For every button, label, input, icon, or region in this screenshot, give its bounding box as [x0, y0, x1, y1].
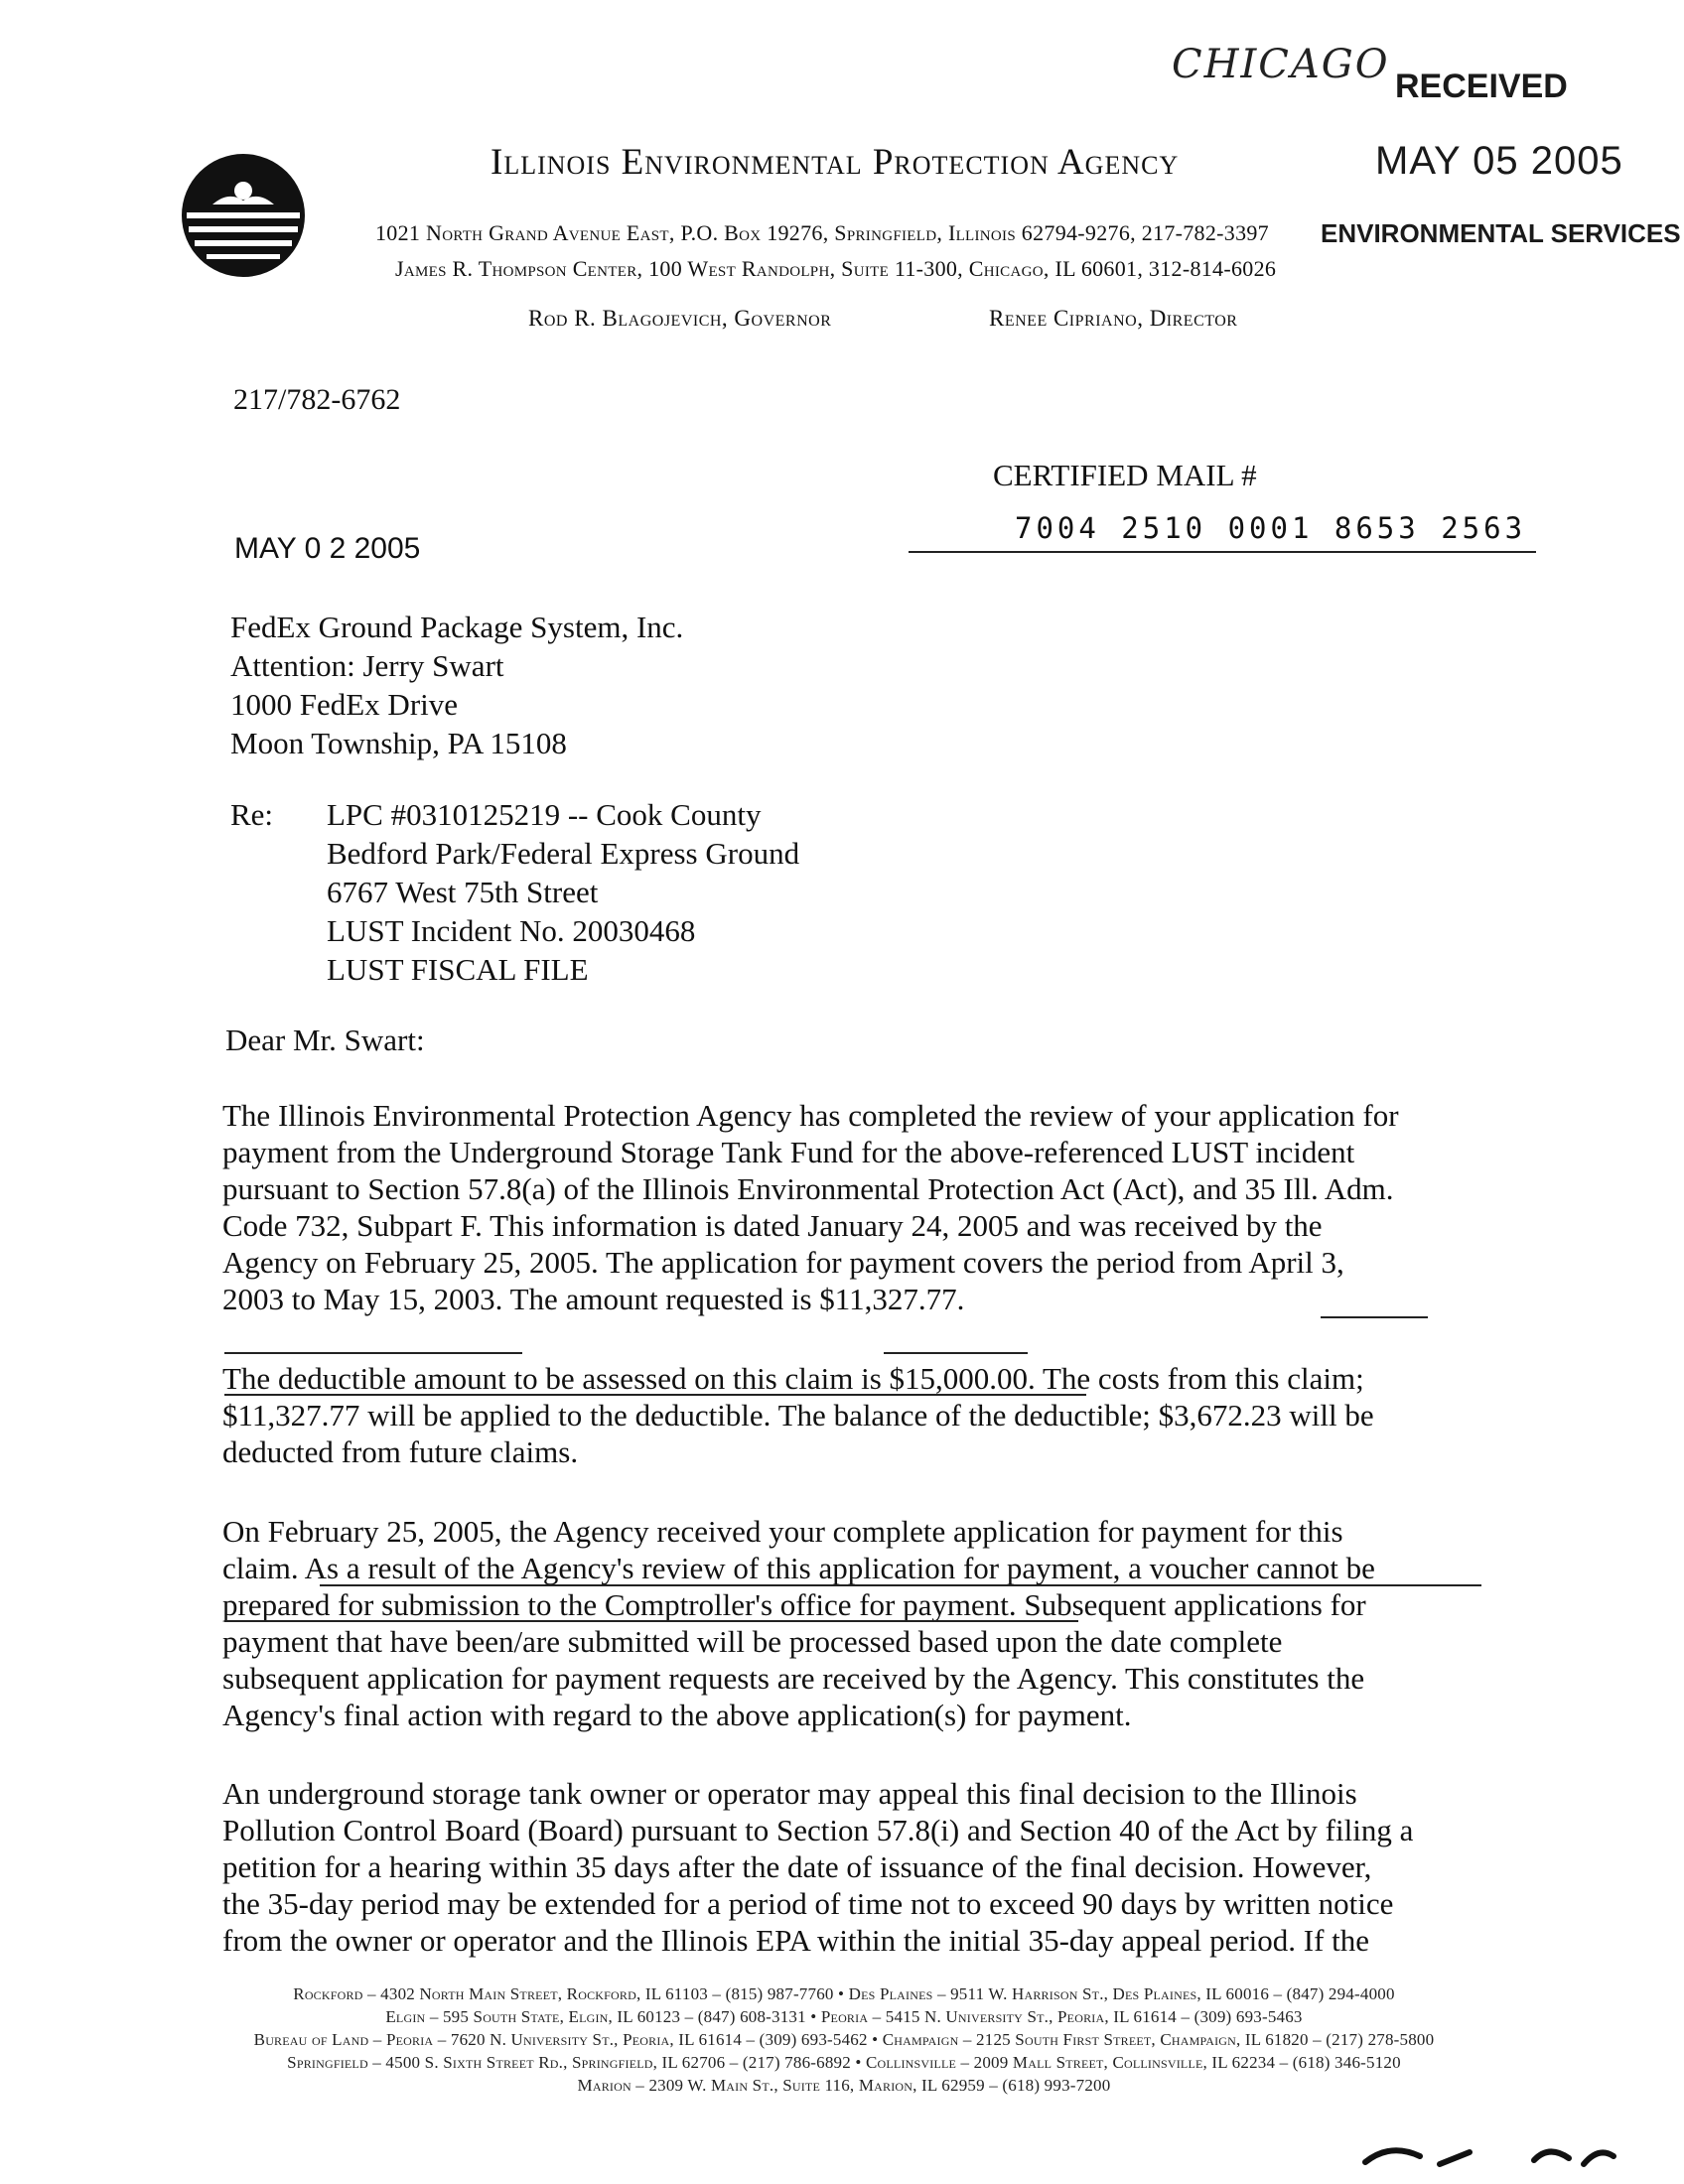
agency-address-springfield: 1021 North Grand Avenue East, P.O. Box 19276, Springfield, Illinois 62794-9276, 217-782-3397: [375, 220, 1269, 245]
contact-phone: 217/782-6762: [233, 383, 401, 416]
department-stamp: ENVIRONMENTAL SERVICES: [1321, 218, 1681, 248]
paragraph-line: An underground storage tank owner or operator may appeal this final decision to the Illinois: [222, 1776, 1357, 1811]
recipient-line: FedEx Ground Package System, Inc.: [230, 610, 684, 644]
paragraph-line: payment from the Underground Storage Tank Fund for the above-referenced LUST incident: [222, 1135, 1355, 1169]
received-stamp: RECEIVED: [1395, 68, 1568, 105]
paragraph-line: the 35-day period may be extended for a period of time not to exceed 90 days by written notice: [222, 1886, 1394, 1921]
re-line: LUST Incident No. 20030468: [327, 913, 696, 948]
paragraph-line: The Illinois Environmental Protection Agency has completed the review of your application for: [222, 1098, 1399, 1133]
regional-offices-footer: [99, 1982, 1589, 2097]
underline-mark: [1321, 1316, 1428, 1318]
letter-date: MAY 0 2 2005: [234, 532, 421, 565]
body-paragraph: [222, 1097, 1533, 1317]
re-line: LUST FISCAL FILE: [327, 952, 589, 987]
paragraph-line: Code 732, Subpart F. This information is dated January 24, 2005 and was received by the: [222, 1208, 1323, 1243]
footer-line: Springfield – 4500 S. Sixth Street Rd., Springfield, IL 62706 – (217) 786-6892 • Collinsville – 2009 Mall Street, Collinsville, IL 62234 – (618) 346-5120: [287, 2053, 1401, 2072]
recipient-line: Attention: Jerry Swart: [230, 648, 504, 683]
paragraph-line: The deductible amount to be assessed on this claim is $15,000.00. The costs from this claim;: [222, 1361, 1364, 1396]
footer-line: Bureau of Land – Peoria – 7620 N. University St., Peoria, IL 61614 – (309) 693-5462 • Champaign – 2125 South First Street, Champaign, IL 61820 – (217) 278-5800: [253, 2030, 1435, 2049]
paragraph-line: claim. As a result of the Agency's review of this application for payment, a voucher cannot be: [222, 1551, 1375, 1585]
body-paragraph: [222, 1360, 1533, 1470]
paragraph-line: prepared for submission to the Comptroller's office for payment. Subsequent applications for: [222, 1587, 1366, 1622]
handwritten-scribble-mark: [1360, 2134, 1618, 2174]
certified-mail-number: 7004 2510 0001 8653 2563: [1015, 511, 1527, 545]
paragraph-line: 2003 to May 15, 2003. The amount requested is $11,327.77.: [222, 1282, 965, 1316]
paragraph-line: On February 25, 2005, the Agency received your complete application for payment for this: [222, 1514, 1343, 1549]
director-name: Renee Cipriano, Director: [989, 306, 1238, 331]
paragraph-line: from the owner or operator and the Illinois EPA within the initial 35-day appeal period. If the: [222, 1923, 1370, 1958]
recipient-address: [230, 608, 683, 762]
paragraph-line: $11,327.77 will be applied to the deductible. The balance of the deductible; $3,672.23 will be: [222, 1398, 1374, 1433]
re-block: [327, 795, 799, 989]
underline-mark: [224, 1352, 522, 1354]
received-date-stamp: MAY 05 2005: [1375, 139, 1623, 183]
paragraph-line: pursuant to Section 57.8(a) of the Illinois Environmental Protection Act (Act), and 35 Ill. Adm.: [222, 1171, 1394, 1206]
certified-mail-label: CERTIFIED MAIL #: [993, 458, 1257, 492]
paragraph-line: subsequent application for payment requests are received by the Agency. This constitutes the: [222, 1661, 1365, 1696]
agency-seal-logo: [179, 151, 308, 280]
recipient-line: Moon Township, PA 15108: [230, 726, 567, 760]
paragraph-line: Agency on February 25, 2005. The application for payment covers the period from April 3,: [222, 1245, 1344, 1280]
footer-line: Elgin – 595 South State, Elgin, IL 60123 – (847) 608-3131 • Peoria – 5415 N. University St., Peoria, IL 61614 – (309) 693-5463: [385, 2007, 1303, 2026]
paragraph-line: Pollution Control Board (Board) pursuant to Section 57.8(i) and Section 40 of the Act by filing a: [222, 1813, 1414, 1847]
salutation: Dear Mr. Swart:: [225, 1023, 425, 1057]
governor-name: Rod R. Blagojevich, Governor: [528, 306, 832, 331]
paragraph-line: deducted from future claims.: [222, 1434, 579, 1469]
handwritten-city-note: CHICAGO: [1172, 42, 1390, 87]
re-line: LPC #0310125219 -- Cook County: [327, 797, 762, 832]
certified-mail-rule: [909, 551, 1536, 553]
recipient-line: 1000 FedEx Drive: [230, 687, 459, 722]
footer-line: Marion – 2309 W. Main St., Suite 116, Marion, IL 62959 – (618) 993-7200: [577, 2076, 1111, 2095]
underline-mark: [320, 1584, 1481, 1586]
agency-name: Illinois Environmental Protection Agency: [491, 142, 1180, 183]
paragraph-line: Agency's final action with regard to the above application(s) for payment.: [222, 1698, 1132, 1732]
underline-mark: [884, 1352, 1028, 1354]
agency-address-chicago: James R. Thompson Center, 100 West Randolph, Suite 11-300, Chicago, IL 60601, 312-814-6026: [395, 256, 1277, 281]
paragraph-line: payment that have been/are submitted will be processed based upon the date complete: [222, 1624, 1283, 1659]
body-paragraph: [222, 1775, 1533, 1959]
underline-mark: [224, 1620, 1078, 1622]
body-paragraph: [222, 1513, 1533, 1733]
paragraph-line: petition for a hearing within 35 days after the date of issuance of the final decision. However,: [222, 1849, 1372, 1884]
footer-line: Rockford – 4302 North Main Street, Rockford, IL 61103 – (815) 987-7760 • Des Plaines – 9511 W. Harrison St., Des Plaines, IL 60016 – (847) 294-4000: [293, 1984, 1395, 2003]
underline-mark: [224, 1394, 1086, 1396]
re-line: 6767 West 75th Street: [327, 875, 599, 909]
re-line: Bedford Park/Federal Express Ground: [327, 836, 800, 871]
re-label: Re:: [230, 797, 274, 832]
